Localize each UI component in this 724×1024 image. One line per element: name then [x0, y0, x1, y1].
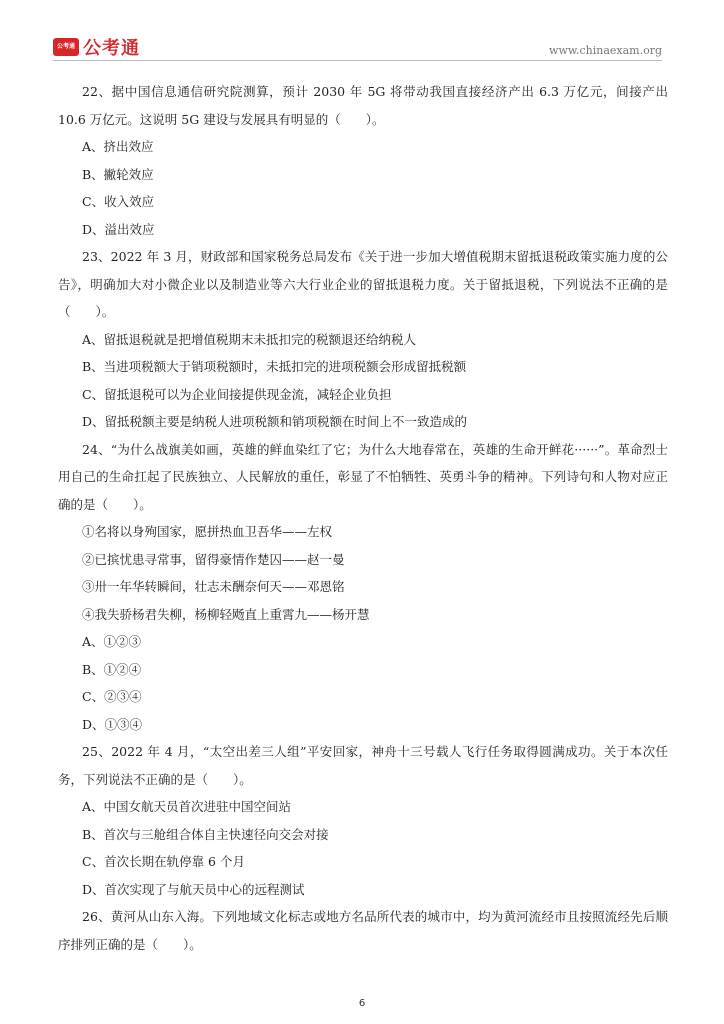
option-a: A、挤出效应	[82, 139, 154, 154]
logo-badge-icon: 公考通	[53, 38, 79, 56]
option-a: A、中国女航天员首次进驻中国空间站	[82, 799, 292, 814]
option-c: C、留抵退税可以为企业间接提供现金流，减轻企业负担	[82, 386, 392, 402]
question-stem: 23、2022 年 3 月，财政部和国家税务总局发布《关于进一步加大增值税期末留抵退税政策实施力度的公告》，明确加大对小微企业以及制造业等六大行业企业的留抵退税力度。关于留抵退税，下列说法不正确的是（ ）。	[58, 249, 668, 319]
option-a: A、①②③	[82, 634, 142, 649]
poem-line-1: ①名将以身殉国家，愿拼热血卫吾华——左权	[82, 524, 333, 539]
poem-line-4: ④我失骄杨君失柳，杨柳轻飏直上重霄九——杨开慧	[82, 606, 370, 622]
option-b: B、①②④	[82, 661, 142, 677]
question-25	[58, 738, 668, 903]
page-number: 6	[358, 998, 366, 1009]
question-stem: 25、2022 年 4 月，“太空出差三人组”平安回家，神舟十三号载人飞行任务取得圆满成功。关于本次任务，下列说法不正确的是（ ）。	[58, 744, 668, 787]
question-stem: 22、据中国信息通信研究院测算，预计 2030 年 5G 将带动我国直接经济产出 6.3 万亿元，间接产出 10.6 万亿元。这说明 5G 建设与发展具有明显的（ ）。	[58, 84, 668, 127]
header-divider	[53, 60, 662, 61]
site-url[interactable]: www.chinaexam.org	[549, 44, 662, 57]
question-26	[58, 903, 668, 958]
question-23	[58, 243, 668, 436]
option-b: B、首次与三舱组合体自主快速径向交会对接	[82, 826, 329, 842]
option-c: C、收入效应	[82, 194, 155, 209]
poem-line-3: ③卅一年华转瞬间，壮志未酬奈何天——邓恩铭	[82, 579, 345, 594]
option-c: C、②③④	[82, 689, 142, 704]
brand-logo[interactable]	[53, 34, 140, 60]
logo-text: 公考通	[83, 38, 140, 59]
question-stem: 24、“为什么战旗美如画，英雄的鲜血染红了它；为什么大地春常在，英雄的生命开鲜花······”。革命烈士用自己的生命扛起了民族独立、人民解放的重任，彰显了不怕牺牲、英勇斗争的精神。下列诗句和人物对应正确的是（ ）。	[58, 441, 668, 512]
question-stem: 26、黄河从山东入海。下列地域文化标志或地方名品所代表的城市中，均为黄河流经市且按照流经先后顺序排列正确的是（ ）。	[58, 909, 668, 952]
page-header	[0, 0, 724, 64]
option-d: D、留抵税额主要是纳税人进项税额和销项税额在时间上不一致造成的	[82, 414, 468, 429]
option-b: B、当进项税额大于销项税额时，未抵扣完的进项税额会形成留抵税额	[82, 359, 467, 374]
document-body	[58, 78, 668, 958]
option-c: C、首次长期在轨停靠 6 个月	[82, 854, 245, 869]
option-a: A、留抵退税就是把增值税期末未抵扣完的税额退还给纳税人	[82, 331, 417, 347]
question-24	[58, 436, 668, 739]
option-d: D、溢出效应	[82, 221, 155, 237]
option-d: D、①③④	[82, 716, 143, 732]
option-b: B、撇轮效应	[82, 166, 154, 182]
option-d: D、首次实现了与航天员中心的远程测试	[82, 881, 305, 897]
question-22	[58, 78, 668, 243]
poem-line-2: ②已摈忧患寻常事，留得豪情作楚囚——赵一曼	[82, 551, 345, 567]
